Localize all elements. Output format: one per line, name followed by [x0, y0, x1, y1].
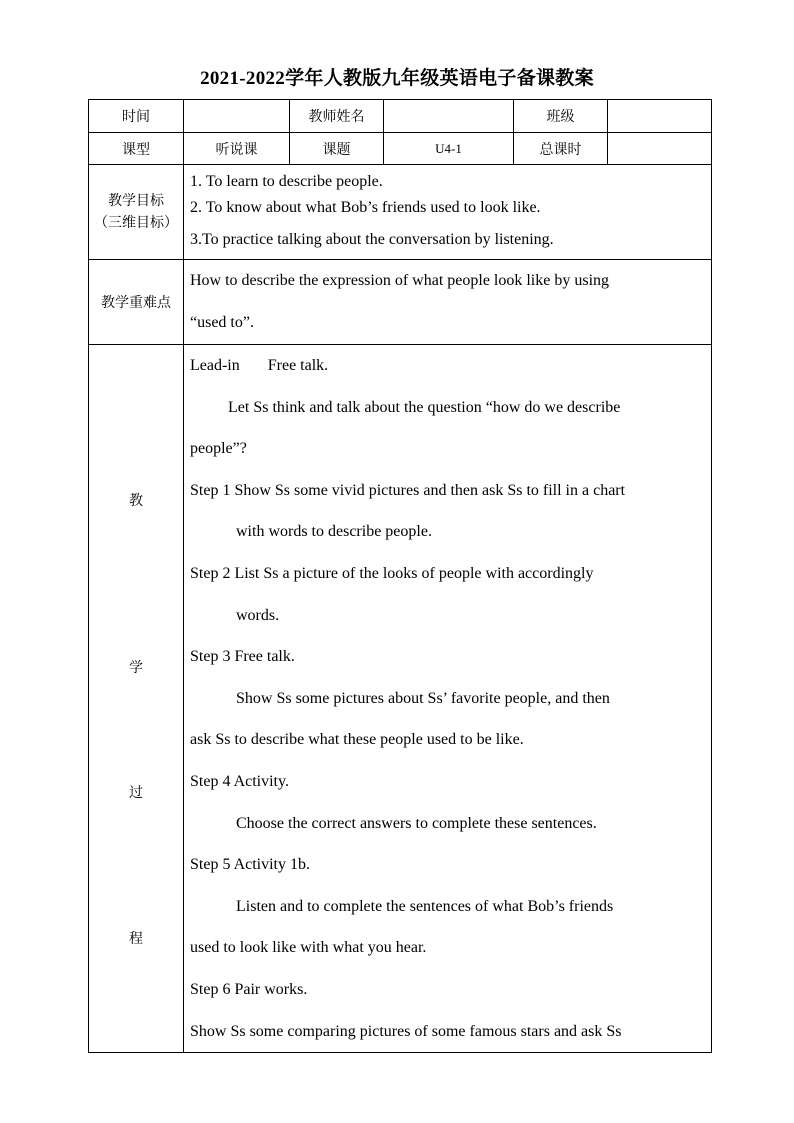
process-line: Show Ss some pictures about Ss’ favorite people, and then [236, 689, 610, 707]
key-points-content [184, 260, 712, 345]
process-label-char: 学 [129, 660, 143, 676]
process-label-char: 程 [129, 931, 143, 947]
process-label [89, 345, 184, 1053]
process-line: Show Ss some comparing pictures of some famous stars and ask Ss [190, 1022, 622, 1040]
objectives-label-line2: （三维目标） [94, 215, 178, 231]
header-row-type [89, 133, 712, 165]
objective-item: 2. To know about what Bob’s friends used to look like. [190, 199, 541, 216]
teacher-name-field[interactable] [384, 100, 514, 133]
time-label: 时间 [89, 100, 184, 133]
key-points-text: How to describe the expression of what people look like by using [190, 272, 610, 289]
topic-label: 课题 [290, 133, 384, 165]
class-label: 班级 [514, 100, 608, 133]
topic-value: U4-1 [384, 133, 514, 165]
process-line: Listen and to complete the sentences of what Bob’s friends [236, 897, 614, 915]
process-line: ask Ss to describe what these people used to be like. [190, 731, 524, 749]
process-line: Step 2 List Ss a picture of the looks of people with accordingly [190, 564, 594, 582]
process-label-char: 教 [129, 493, 143, 509]
lesson-type-value: 听说课 [184, 133, 290, 165]
page-title: 2021-2022学年人教版九年级英语电子备课教案 [200, 68, 594, 89]
process-line: Choose the correct answers to complete these sentences. [236, 814, 597, 832]
process-line: Lead-in Free talk. [190, 357, 329, 374]
process-content [184, 345, 712, 1053]
process-row [89, 345, 712, 1053]
key-points-label: 教学重难点 [89, 260, 184, 345]
process-line: Step 6 Pair works. [190, 980, 308, 998]
process-label-char: 过 [129, 785, 143, 801]
key-points-row [89, 260, 712, 345]
objectives-content [184, 165, 712, 260]
total-hours-field[interactable] [608, 133, 712, 165]
process-line: Step 3 Free talk. [190, 648, 295, 666]
objective-item: 1. To learn to describe people. [190, 173, 383, 190]
objectives-row [89, 165, 712, 260]
key-points-line2: “used to”. [190, 314, 254, 331]
lesson-type-label: 课型 [89, 133, 184, 165]
class-field[interactable] [608, 100, 712, 133]
time-field[interactable] [184, 100, 290, 133]
teacher-name-label: 教师姓名 [290, 100, 384, 133]
objectives-label-line1: 教学目标 [108, 193, 164, 209]
objectives-label [89, 165, 184, 260]
total-hours-label: 总课时 [514, 133, 608, 165]
header-row-time [89, 100, 712, 133]
process-line: people”? [190, 440, 247, 458]
key-points-line1 [190, 260, 705, 302]
objective-item: 3.To practice talking about the conversation by listening. [190, 231, 554, 248]
process-line: Step 4 Activity. [190, 772, 289, 790]
lesson-plan-table [88, 99, 712, 1053]
process-line: words. [236, 606, 280, 624]
process-line: Step 1 Show Ss some vivid pictures and then ask Ss to fill in a chart [190, 481, 626, 499]
process-line: used to look like with what you hear. [190, 939, 427, 957]
process-line: Let Ss think and talk about the question “how do we describe [228, 398, 621, 416]
process-line: with words to describe people. [236, 523, 432, 541]
process-line: Step 5 Activity 1b. [190, 856, 310, 874]
